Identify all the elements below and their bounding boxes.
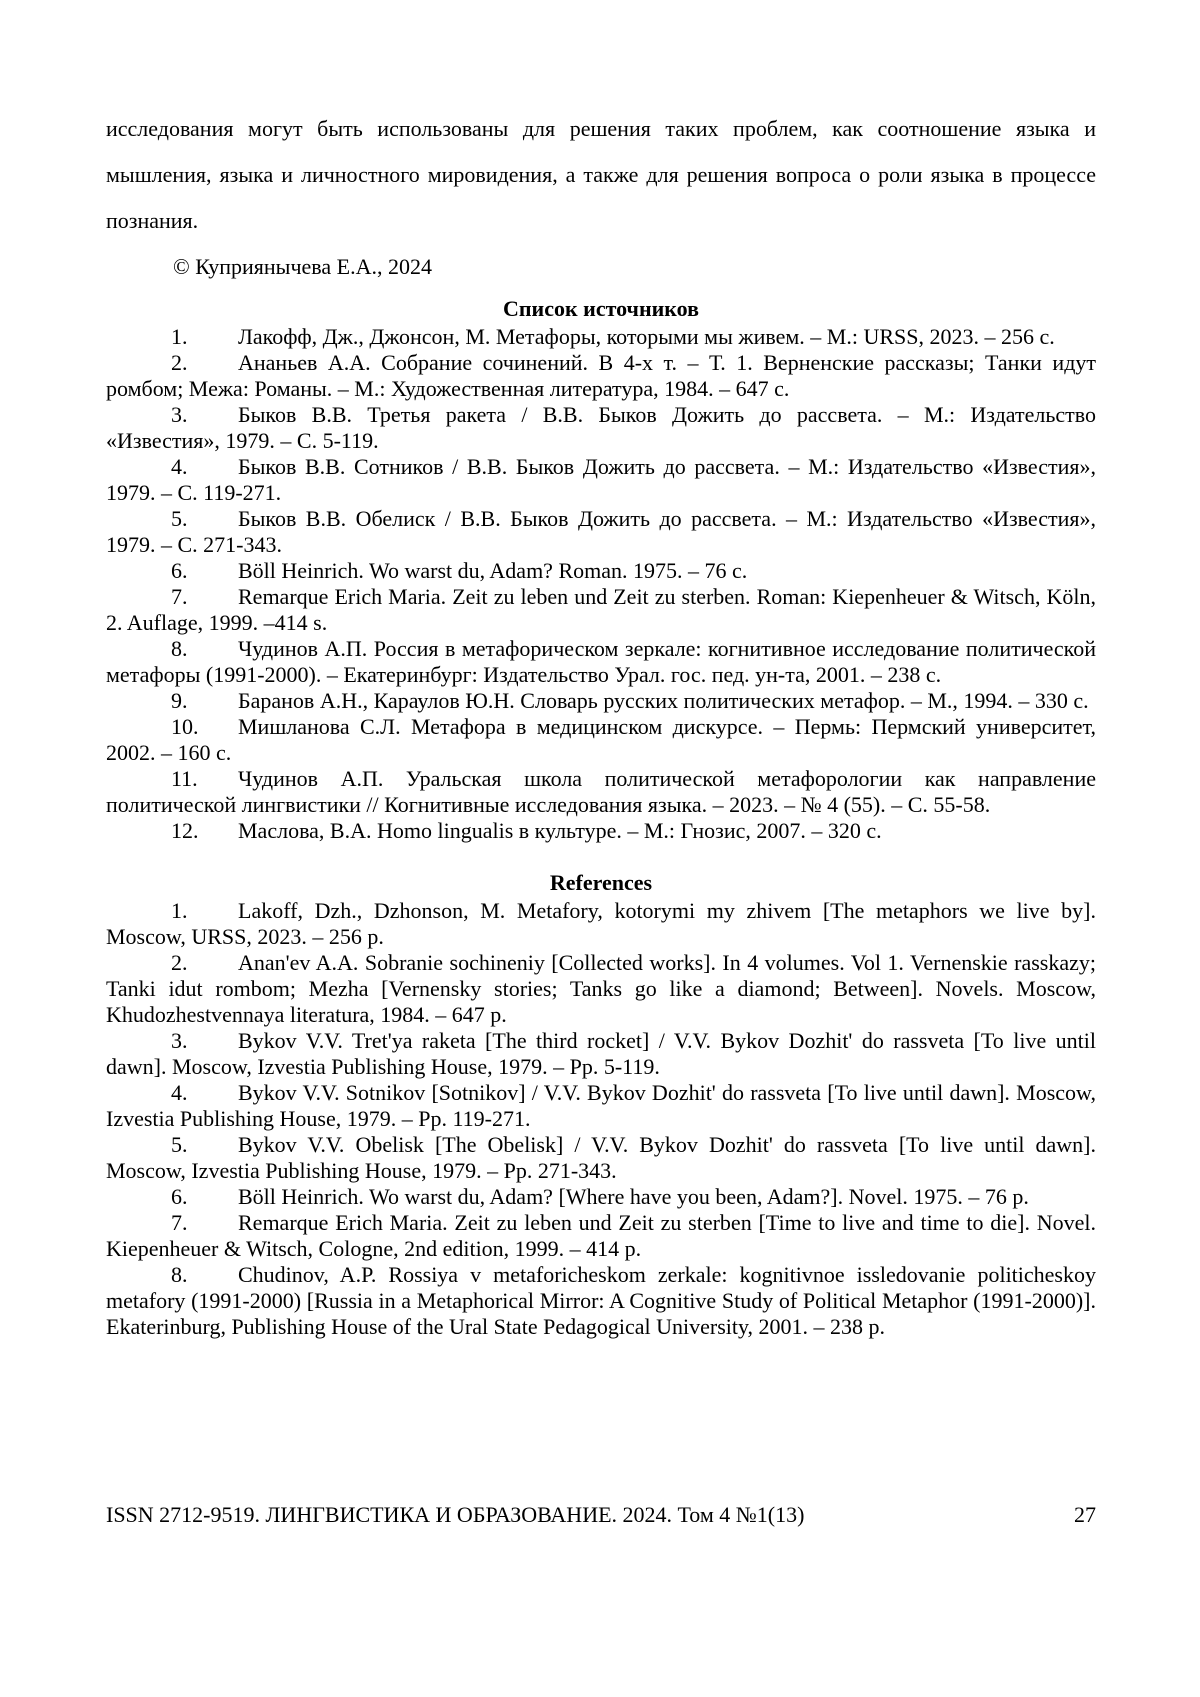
source-item bbox=[106, 714, 1096, 766]
reference-item-text: Remarque Erich Maria. Zeit zu leben und Zeit zu sterben [Time to live and time to die]. Novel. Kiepenheuer & Witsch, Cologne, 2nd edition, 1999. – 414 p. bbox=[106, 1210, 1096, 1261]
references-heading: References bbox=[549, 870, 653, 895]
source-item-number: 8. bbox=[171, 636, 188, 661]
journal-issn-line: ISSN 2712-9519. ЛИНГВИСТИКА И ОБРАЗОВАНИЕ. 2024. Том 4 №1(13) bbox=[106, 1502, 805, 1527]
source-item-number: 7. bbox=[171, 584, 188, 609]
source-item-number: 12. bbox=[171, 818, 199, 843]
intro-paragraph: исследования могут быть использованы для решения таких проблем, как соотношение языка и мышления, языка и личностного мировидения, а также для решения вопроса о роли языка в процессе познания. bbox=[106, 116, 1096, 233]
source-item bbox=[106, 324, 1096, 350]
reference-item bbox=[106, 898, 1096, 950]
source-item bbox=[106, 636, 1096, 688]
source-item bbox=[106, 350, 1096, 402]
source-item-number: 5. bbox=[171, 506, 188, 531]
reference-item-text: Bykov V.V. Tret'ya raketa [The third rocket] / V.V. Bykov Dozhit' do rassveta [To live until dawn]. Moscow, Izvestia Publishing House, 1979. – Pp. 5-119. bbox=[106, 1028, 1096, 1079]
reference-item-number: 3. bbox=[171, 1028, 188, 1053]
reference-item bbox=[106, 1028, 1096, 1080]
source-item-text: Лакофф, Дж., Джонсон, М. Метафоры, которыми мы живем. – М.: URSS, 2023. – 256 с. bbox=[238, 324, 1055, 349]
source-item-text: Чудинов А.П. Россия в метафорическом зеркале: когнитивное исследование политической метафоры (1991-2000). – Екатеринбург: Издательство Урал. гос. пед. ун-та, 2001. – 238 с. bbox=[106, 636, 1096, 687]
source-item-number: 6. bbox=[171, 558, 188, 583]
reference-item bbox=[106, 1184, 1096, 1210]
reference-item-number: 7. bbox=[171, 1210, 188, 1235]
reference-item-text: Böll Heinrich. Wo warst du, Adam? [Where have you been, Adam?]. Novel. 1975. – 76 p. bbox=[238, 1184, 1029, 1209]
source-item-number: 2. bbox=[171, 350, 188, 375]
reference-item-text: Bykov V.V. Sotnikov [Sotnikov] / V.V. Bykov Dozhit' do rassveta [To live until dawn]. Moscow, Izvestia Publishing House, 1979. – Pp. 119-271. bbox=[106, 1080, 1096, 1131]
source-item-number: 4. bbox=[171, 454, 188, 479]
source-item-number: 11. bbox=[171, 766, 198, 791]
source-item bbox=[106, 688, 1096, 714]
reference-item-number: 4. bbox=[171, 1080, 188, 1105]
reference-item-text: Lakoff, Dzh., Dzhonson, M. Metafory, kotorymi my zhivem [The metaphors we live by]. Moscow, URSS, 2023. – 256 p. bbox=[106, 898, 1096, 949]
source-item bbox=[106, 454, 1096, 506]
sources-heading: Список источников bbox=[502, 296, 700, 321]
source-item-text: Мишланова С.Л. Метафора в медицинском дискурсе. – Пермь: Пермский университет, 2002. – 160 с. bbox=[106, 714, 1096, 765]
page-number: 27 bbox=[1074, 1502, 1096, 1527]
reference-item bbox=[106, 1210, 1096, 1262]
reference-item-text: Anan'ev A.A. Sobranie sochineniy [Collected works]. In 4 volumes. Vol 1. Vernenskie rasskazy; Tanki idut rombom; Mezha [Vernensky stories; Tanks go like a diamond; Between]. Novels. Moscow, Khudozhestvennaya literatura, 1984. – 647 p. bbox=[106, 950, 1096, 1027]
source-item-number: 10. bbox=[171, 714, 199, 739]
source-item-number: 3. bbox=[171, 402, 188, 427]
reference-item bbox=[106, 1080, 1096, 1132]
source-item-text: Быков В.В. Сотников / В.В. Быков Дожить до рассвета. – М.: Издательство «Известия», 1979. – С. 119-271. bbox=[106, 454, 1096, 505]
source-item bbox=[106, 506, 1096, 558]
source-item-text: Маслова, В.А. Homo lingualis в культуре. – М.: Гнозис, 2007. – 320 с. bbox=[238, 818, 882, 843]
reference-item-number: 6. bbox=[171, 1184, 188, 1209]
source-item-text: Ананьев А.А. Собрание сочинений. В 4-х т. – Т. 1. Верненские рассказы; Танки идут ромбом; Межа: Романы. – М.: Художественная литература, 1984. – 647 с. bbox=[106, 350, 1096, 401]
source-item-text: Быков В.В. Третья ракета / В.В. Быков Дожить до рассвета. – М.: Издательство «Известия», 1979. – С. 5-119. bbox=[106, 402, 1096, 453]
source-item-text: Böll Heinrich. Wo warst du, Adam? Roman. 1975. – 76 с. bbox=[238, 558, 748, 583]
reference-item bbox=[106, 1132, 1096, 1184]
source-item-text: Быков В.В. Обелиск / В.В. Быков Дожить до рассвета. – М.: Издательство «Известия», 1979. – С. 271-343. bbox=[106, 506, 1096, 557]
reference-item-number: 5. bbox=[171, 1132, 188, 1157]
source-item bbox=[106, 558, 1096, 584]
page-footer bbox=[106, 1502, 1096, 1528]
source-item-number: 1. bbox=[171, 324, 188, 349]
reference-item-number: 2. bbox=[171, 950, 188, 975]
reference-item-number: 8. bbox=[171, 1262, 188, 1287]
source-item bbox=[106, 818, 1096, 844]
reference-item bbox=[106, 1262, 1096, 1340]
source-item-text: Баранов А.Н., Караулов Ю.Н. Словарь русских политических метафор. – М., 1994. – 330 с. bbox=[238, 688, 1089, 713]
copyright-line: © Куприянычева Е.А., 2024 bbox=[173, 254, 432, 279]
source-item bbox=[106, 584, 1096, 636]
source-item-number: 9. bbox=[171, 688, 188, 713]
source-item-text: Чудинов А.П. Уральская школа политической метафорологии как направление политической лингвистики // Когнитивные исследования языка. – 2023. – № 4 (55). – С. 55-58. bbox=[106, 766, 1096, 817]
reference-item-text: Bykov V.V. Obelisk [The Obelisk] / V.V. Bykov Dozhit' do rassveta [To live until dawn]. Moscow, Izvestia Publishing House, 1979. – Pp. 271-343. bbox=[106, 1132, 1096, 1183]
source-item-text: Remarque Erich Maria. Zeit zu leben und Zeit zu sterben. Roman: Kiepenheuer & Witsch, Köln, 2. Auflage, 1999. –414 s. bbox=[106, 584, 1096, 635]
sources-list bbox=[106, 324, 1096, 844]
reference-item-number: 1. bbox=[171, 898, 188, 923]
source-item bbox=[106, 766, 1096, 818]
source-item bbox=[106, 402, 1096, 454]
reference-item bbox=[106, 950, 1096, 1028]
references-list bbox=[106, 898, 1096, 1340]
reference-item-text: Chudinov, A.P. Rossiya v metaforicheskom zerkale: kognitivnoe issledovanie politicheskoy metafory (1991-2000) [Russia in a Metaphorical Mirror: A Cognitive Study of Political Metaphor (1991-2000)]. Ekaterinburg, Publishing House of the Ural State Pedagogical University, 2001. – 238 p. bbox=[106, 1262, 1096, 1339]
